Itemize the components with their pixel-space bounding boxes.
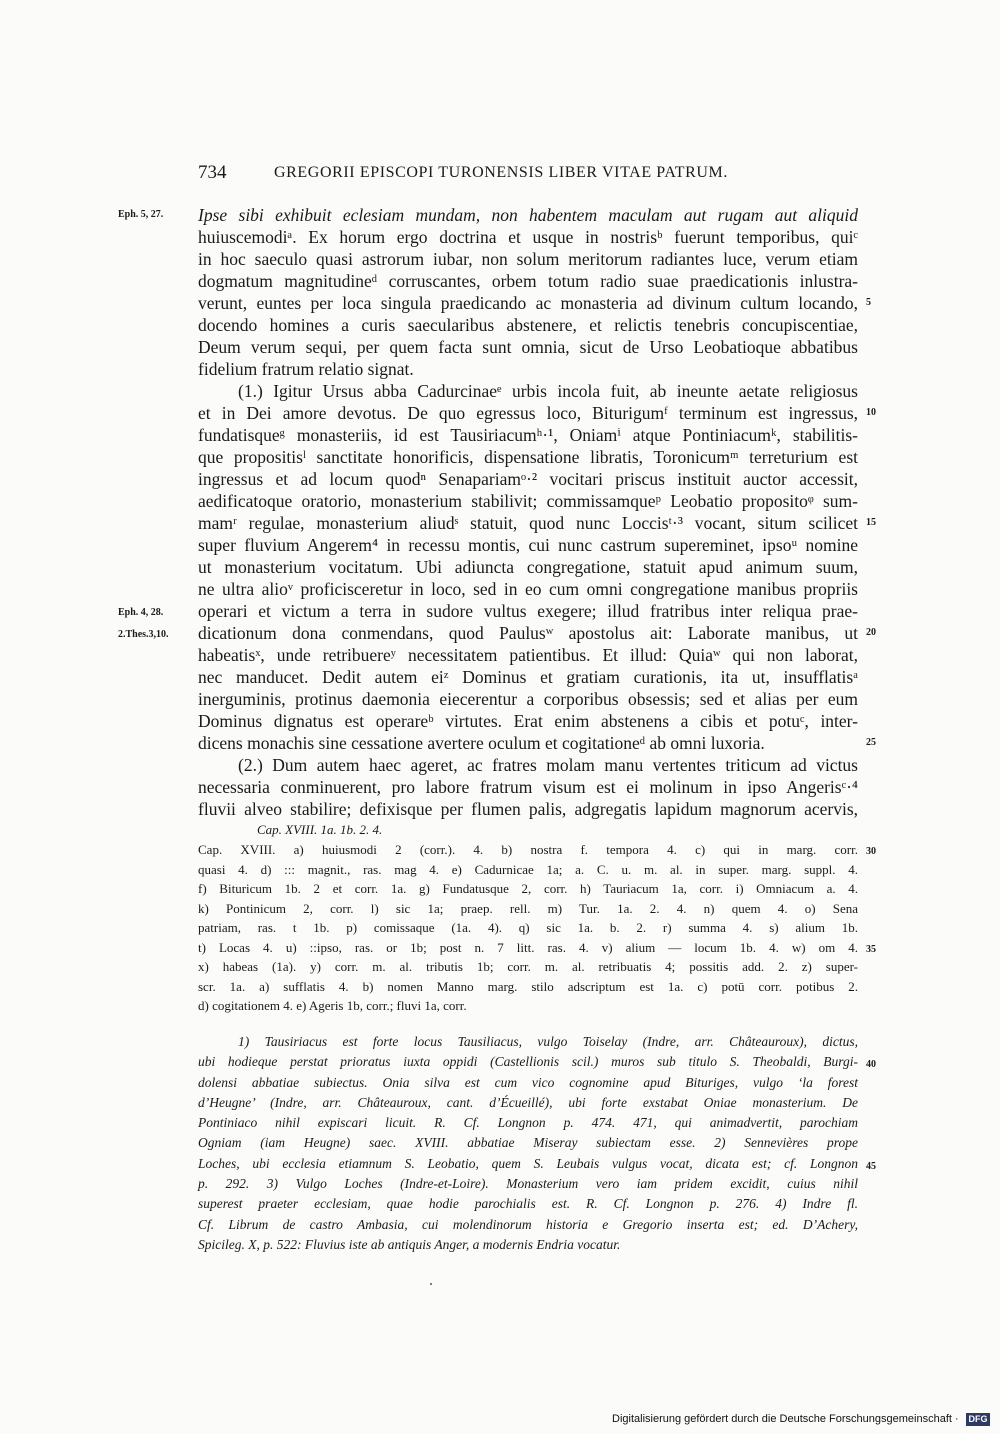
margin-ref-eph-5-27: Eph. 5, 27. [118,209,164,220]
print-speck [430,1283,432,1285]
text-line: ut monasterium vocitatum. Ubi adiuncta congregatione, statuit apud animum suum, [198,557,858,577]
apparatus-line: Cap. XVIII. a) huiusmodi 2 (corr.). 4. b) nostra f. tempora 4. c) qui in marg. corr. [198,842,858,857]
text-line: necessaria conminuerent, pro labore fratrum visum est ei molinum in ipso Angerisᶜ·⁴ [198,777,858,797]
apparatus-line: scr. 1a. a) sufflatis 4. b) nomen Manno marg. stilo adscriptum est 1a. c) potū corr. potibus 2. [198,978,858,994]
line-number: 5 [866,297,871,308]
line-number: 35 [866,944,876,955]
text-line: fundatisqueᵍ monasteriis, id est Tausiriacumʰ·¹, Oniamⁱ atque Pontiniacumᵏ, stabilitis- [198,425,858,445]
footnote-line: ubi hodieque perstat prioratus iuxta oppidi (Castellionis scil.) muros sub titulo S. Theobaldi, Burgi- [198,1054,858,1070]
footnote-line: superest praeter ecclesiam, quae hodie parochialis est. R. Cf. Longnon p. 276. 4) Indre fl. [198,1196,858,1212]
text-line: (1.) Igitur Ursus abba Cadurcinaeᵉ urbis incola fuit, ab ineunte aetate religiosus [238,381,858,401]
text-line: docendo homines a curis saecularibus abstenere, et relictis tenebris concupiscentiae, [198,315,858,335]
apparatus-criticus [198,840,858,1016]
page-number: 734 [198,162,227,183]
running-title: GREGORII EPISCOPI TURONENSIS LIBER VITAE PATRUM. [274,164,728,181]
footnote-line: d’Heugne’ (Indre, arr. Châteauroux, cant. d’Écueillé), ubi forte exstabat Oniae monasterium. De [198,1094,858,1110]
text-line: fidelium fratrum relatio signat. [198,359,414,379]
main-text [198,204,858,820]
apparatus-line: d) cogitationem 4. e) Ageris 1b, corr.; fluvi 1a, corr. [198,998,467,1013]
apparatus-line: t) Locas 4. u) ::ipso, ras. or 1b; post n. 7 litt. ras. 4. v) alium — locum 1b. 4. w) om 4. [198,939,858,955]
text-line: mamʳ regulae, monasterium aliudˢ statuit, quod nunc Loccisᵗ·³ vocant, situm scilicet [198,513,858,533]
apparatus-header: Cap. XVIII. 1a. 1b. 2. 4. [257,822,383,837]
text-line: in hoc saeculo quasi astrorum iubar, non solum meritorum radiantes luce, verum etiam [198,249,858,269]
text-line: Ipse sibi exhibuit eclesiam mundam, non habentem maculam aut rugam aut aliquid [198,205,858,225]
text-line: et in Dei amore devotus. De quo egressus loco, Biturigumᶠ terminum est ingressus, [198,403,858,423]
page-header [198,162,866,192]
line-number: 40 [866,1059,876,1070]
apparatus-line: f) Bituricum 1b. 2 et corr. 1a. g) Fundatusque 2, corr. h) Tauriacum 1a, corr. i) Omniacum a. 4. [198,881,858,896]
footnote-line: Cf. Librum de castro Ambasia, cui molendinorum historia e Gregorio inserta est; ed. D’Achery, [198,1216,858,1232]
line-number: 10 [866,407,876,418]
margin-ref-eph-4-28: Eph. 4, 28. [118,607,164,618]
footnote-line: Ogniam (iam Heugne) saec. XVIII. abbatiae Miseray subiectam esse. 2) Sennevières prope [198,1135,858,1151]
line-number: 30 [866,846,876,857]
apparatus-line: quasi 4. d) ::: magnit., ras. mag 4. e) Cadurnicae 1a; a. C. u. m. al. in super. marg. suppl. 4. [198,861,858,877]
footnotes [198,1032,858,1255]
footnote-line: dolensi abbatiae subiectus. Onia silva est cum vico cognomine apud Bituriges, vulgo ‘la forest [198,1074,858,1090]
digitization-credit: Digitalisierung gefördert durch die Deutsche Forschungsgemeinschaft · [612,1413,959,1425]
text-line: Deum verum sequi, per quem facta sunt omnia, sicut de Urso Leobatioque abbatibus [198,337,858,357]
line-number: 20 [866,627,876,638]
line-number: 25 [866,737,876,748]
margin-ref-2-thes-3-10: 2.Thes.3,10. [118,629,169,640]
footnote-line: 1) Tausiriacus est forte locus Tausiliacus, vulgo Toiselay (Indre, arr. Châteauroux), dictus, [238,1034,858,1049]
apparatus-line: k) Pontinicum 2, corr. l) sic 1a; praep. rell. m) Tur. 1a. 2. 4. n) quem 4. o) Sena [198,900,858,916]
line-number: 45 [866,1161,876,1172]
text-line: nec manducet. Dedit autem eiᶻ Dominus et gratiam curationis, ita ut, insufflatisᵃ [198,667,858,687]
footnote-line: Pontiniaco nihil expiscari licuit. R. Cf. Longnon p. 474. 471, qui animadvertit, parochiam [198,1115,858,1131]
text-line: ne ultra alioᵛ proficisceretur in loco, sed in eo cum omni congregatione manibus propriis [198,579,858,599]
text-line: dicationum dona conmendans, quod Paulusʷ apostolus ait: Laborate manibus, ut [198,623,858,643]
text-line: fluvii alveo stabilire; defixisque per flumen palis, adgregatis lapidum magnorum acervis, [198,799,858,819]
apparatus-line: x) habeas (1a). y) corr. m. al. tributis 1b; corr. m. al. retribuatis 4; possitis add. 2. z) super- [198,959,858,974]
text-line: operari et victum a terra in sudore vultus exegere; illud fratribus inter reliqua prae- [198,601,858,621]
text-line: ingressus et ad locum quodⁿ Senapariamᵒ·² vocitari priscus instituit auctor accessit, [198,469,858,489]
dfg-logo: DFG [966,1413,990,1426]
text-line: que propositisˡ sanctitate honorificis, dispensatione libratis, Toronicumᵐ terreturium est [198,447,858,467]
text-line: super fluvium Angerem⁴ in recessu montis, cui nunc castrum supereminet, ipsoᵘ nomine [198,535,858,555]
text-line: (2.) Dum autem haec ageret, ac fratres molam manu vertentes triticum ad victus [238,755,858,775]
text-line: habeatisˣ, unde retribuereʸ necessitatem patientibus. Et illud: Quiaʷ qui non laborat, [198,645,858,665]
text-line: Dominus dignatus est operareᵇ virtutes. Erat enim abstenens a cibis et potuᶜ, inter- [198,711,858,731]
text-line: verunt, euntes per loca singula praedicando ac monasteria ad divinum cultum locando, [198,293,858,313]
footnote-line: Spicileg. X, p. 522: Fluvius iste ab antiquis Anger, a modernis Endria vocatur. [198,1236,621,1252]
text-line: huiuscemodiᵃ. Ex horum ergo doctrina et usque in nostrisᵇ fuerunt temporibus, quiᶜ [198,227,858,247]
line-number: 15 [866,517,876,528]
text-line: inerguminis, protinus daemonia eiecerentur a corporibus obsessis; sed et alias per eum [198,689,858,709]
apparatus-line: patriam, ras. t 1b. p) comissaque (1a. 4). q) sic 1a. b. 2. r) summa 4. s) alium 1b. [198,920,858,935]
text-line: aedificatoque oratorio, monasterium stabilivit; commissamqueᵖ Leobatio propositoᵠ sum- [198,491,858,511]
text-line: dogmatum magnitudineᵈ corruscantes, orbem totum radio suae praedicationis inlustra- [198,271,858,291]
footnote-line: p. 292. 3) Vulgo Loches (Indre-et-Loire). Monasterium vero iam pridem excidit, cuius nihil [198,1176,858,1192]
footnote-line: Loches, ubi ecclesia etiamnum S. Leobatio, quem S. Leubais vulgus vocat, dicata est; cf. Longnon [198,1155,858,1171]
text-line: dicens monachis sine cessatione avertere oculum et cogitationeᵈ ab omni luxoria. [198,733,765,753]
